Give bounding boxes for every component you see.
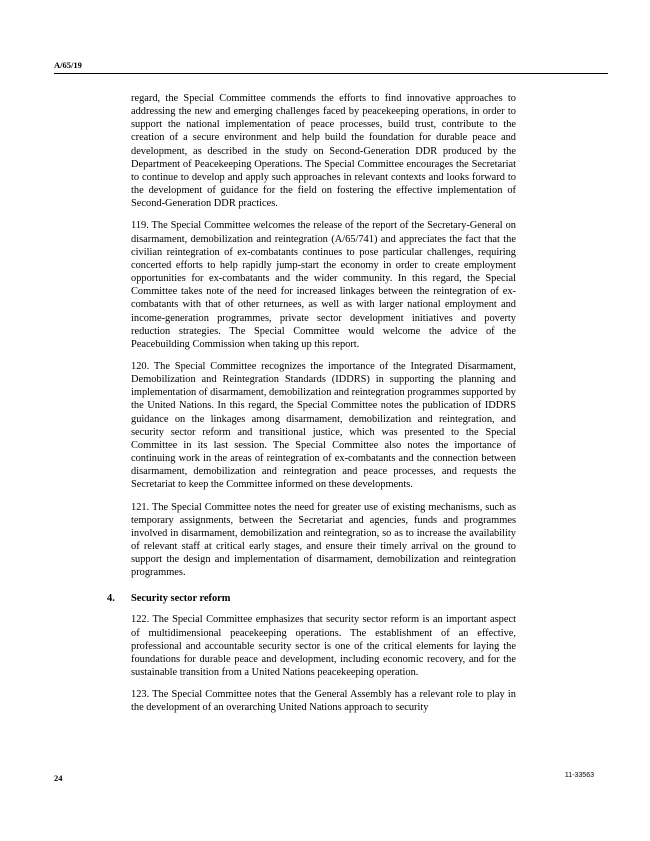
paragraph-continuation: regard, the Special Committee commends the efforts to find innovative approaches to addressing the new and emerging challenges faced by peacekeeping operations, in order to support the national implementation of peace processes, build trust, contribute to the creation of a secure environment and help build the foundation for durable peace and development, as described in the study on Second-Generation DDR produced by the Department of Peacekeeping Operations. The Special Committee encourages the Secretariat to continue to develop and apply such approaches in relevant contexts and looks forward to the development of guidance for the field on fostering the effective implementation of Second-Generation DDR practices. xyxy=(131,93,516,210)
section-heading xyxy=(107,592,516,605)
paragraph-122: 122. The Special Committee emphasizes that security sector reform is an important aspect of multidimensional peacekeeping operations. The establishment of an effective, professional and accountable security sector is one of the critical elements for laying the foundations for durable peace and development, including economic recovery, and for the sustainable transition from a United Nations peacekeeping operation. xyxy=(131,614,516,679)
section-title: Security sector reform xyxy=(131,593,231,605)
paragraph-120: 120. The Special Committee recognizes the importance of the Integrated Disarmament, Demobilization and Reintegration Standards (IDDRS) in supporting the planning and implementation of disarmament, demobilization and reintegration programmes supported by the United Nations. In this regard, the Special Committee notes the publication of IDDRS guidance on the linkages among disarmament, demobilization and reintegration, and security sector reform and transitional justice, which was presented to the Special Committee in its last session. The Special Committee also notes the importance of continuing work in the areas of reintegration of ex-combatants and the connection between disarmament, demobilization and reintegration and peace processes, and requests the Secretariat to keep the Committee informed on these developments. xyxy=(131,360,516,491)
document-code: 11-33563 xyxy=(564,772,594,779)
paragraph-119: 119. The Special Committee welcomes the release of the report of the Secretary-General on disarmament, demobilization and reintegration (A/65/741) and appreciates the fact that the civilian reintegration of ex-combatants continues to pose particular challenges, requiring concerted efforts to help rapidly jump-start the economy in order to create employment opportunities for ex-combatants and the wider community. In this regard, the Special Committee takes note of the need for increased linkages between the reintegration of ex-combatants with that of other returnees, as well as with larger national employment and income-generation programmes, private sector development initiatives and poverty reduction strategies. The Special Committee would welcome the advice of the Peacebuilding Commission when taking up this report. xyxy=(131,220,516,350)
paragraph-121: 121. The Special Committee notes the need for greater use of existing mechanisms, such as temporary assignments, between the Secretariat and agencies, funds and programmes involved in disarmament, demobilization and reintegration, so as to increase the availability of relevant staff at critical early stages, and ensure their timely arrival on the ground to support the design and implementation of disarmament, demobilization and reintegration programmes. xyxy=(131,501,516,579)
page-number: 24 xyxy=(54,773,63,783)
header-rule xyxy=(54,73,608,74)
document-symbol: A/65/19 xyxy=(54,60,82,70)
section-number: 4. xyxy=(107,593,115,605)
body-text xyxy=(107,92,516,724)
paragraph-123: 123. The Special Committee notes that the General Assembly has a relevant role to play in the development of an overarching United Nations approach to security xyxy=(131,689,516,714)
